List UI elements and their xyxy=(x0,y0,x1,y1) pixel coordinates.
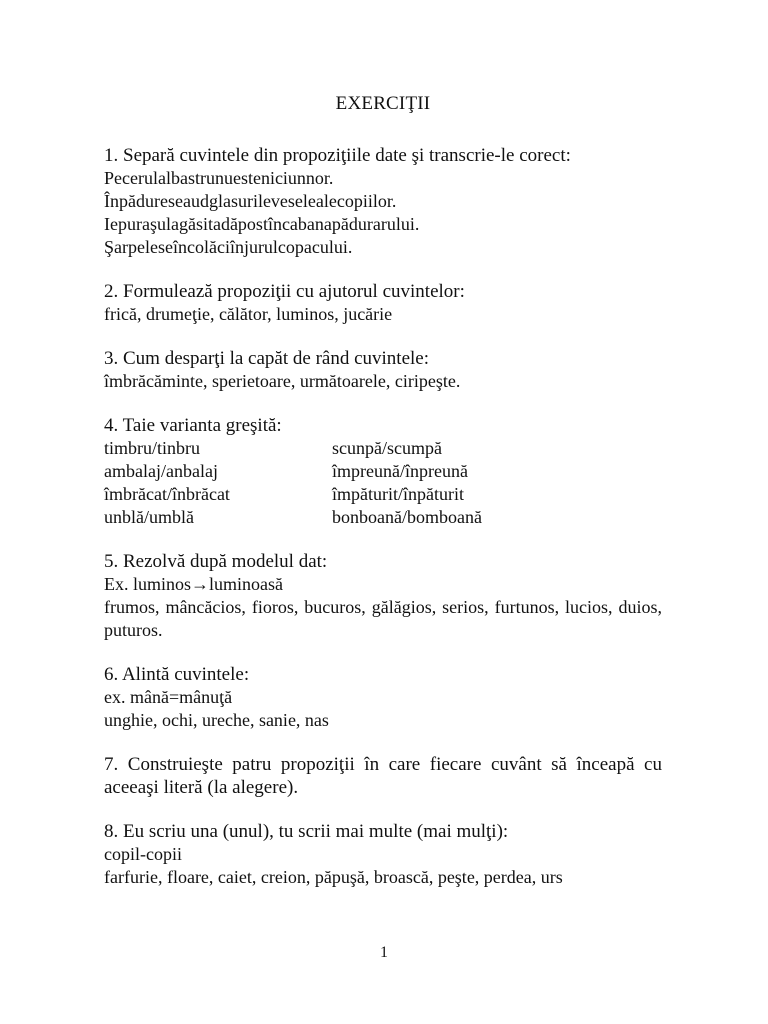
word-pair-row xyxy=(104,506,662,529)
exercise-line: frumos, mâncăcios, fioros, bucuros, gălăgios, serios, furtunos, lucios, duios, puturos. xyxy=(104,597,662,640)
word-pair-left: îmbrăcat/înbrăcat xyxy=(104,484,230,504)
exercise-6 xyxy=(104,663,662,732)
exercise-line: Pecerulalbastrunuesteniciunnor. xyxy=(104,168,334,188)
exercise-heading: 1. Separă cuvintele din propoziţiile date şi transcrie-le corect: xyxy=(104,145,571,166)
exercise-line: îmbrăcăminte, sperietoare, următoarele, ciripeşte. xyxy=(104,371,461,391)
word-pair-row xyxy=(104,483,662,506)
word-pair-right: împreună/înpreună xyxy=(332,461,468,481)
exercise-example: copil-copii xyxy=(104,844,182,864)
exercise-heading: 3. Cum desparţi la capăt de rând cuvintele: xyxy=(104,348,429,369)
exercise-2 xyxy=(104,280,662,326)
exercise-line: Iepuraşulagăsitadăpostîncabanapădurarului. xyxy=(104,214,420,234)
exercise-8 xyxy=(104,820,662,889)
word-pair-right: împăturit/înpăturit xyxy=(332,484,464,504)
exercise-example: Ex. luminos→luminoasă xyxy=(104,574,283,594)
exercise-line: farfurie, floare, caiet, creion, păpuşă, broască, peşte, perdea, urs xyxy=(104,867,563,887)
word-pair-row xyxy=(104,460,662,483)
document-page xyxy=(104,92,662,910)
page-title: EXERCIŢII xyxy=(335,93,431,114)
word-pair-right: bonboană/bomboană xyxy=(332,507,482,527)
exercise-line: Înpădureseaudglasurileveselealecopiilor. xyxy=(104,191,397,211)
exercise-5 xyxy=(104,550,662,642)
exercise-heading: 7. Construieşte patru propoziţii în care fiecare cuvânt să înceapă cu aceeaşi literă (la alegere). xyxy=(104,754,662,798)
exercise-heading: 4. Taie varianta greşită: xyxy=(104,415,282,436)
exercise-line: Şarpeleseîncolăciînjurulcopacului. xyxy=(104,237,353,257)
word-pair-left: timbru/tinbru xyxy=(104,438,200,458)
exercise-example: ex. mână=mânuţă xyxy=(104,687,233,707)
word-pair-row xyxy=(104,437,662,460)
exercise-heading: 2. Formulează propoziţii cu ajutorul cuvintelor: xyxy=(104,281,465,302)
exercise-3 xyxy=(104,347,662,393)
word-pair-right: scunpă/scumpă xyxy=(332,438,442,458)
exercise-1 xyxy=(104,144,662,259)
exercise-7 xyxy=(104,753,662,799)
exercise-line: frică, drumeţie, călător, luminos, jucărie xyxy=(104,304,393,324)
exercise-4 xyxy=(104,414,662,529)
word-pair-left: ambalaj/anbalaj xyxy=(104,461,218,481)
exercise-heading: 6. Alintă cuvintele: xyxy=(104,664,250,685)
word-pair-left: unblă/umblă xyxy=(104,507,194,527)
exercise-line: unghie, ochi, ureche, sanie, nas xyxy=(104,710,329,730)
exercise-heading: 5. Rezolvă după modelul dat: xyxy=(104,551,328,572)
page-number: 1 xyxy=(380,944,388,961)
exercise-heading: 8. Eu scriu una (unul), tu scrii mai multe (mai mulţi): xyxy=(104,821,509,842)
